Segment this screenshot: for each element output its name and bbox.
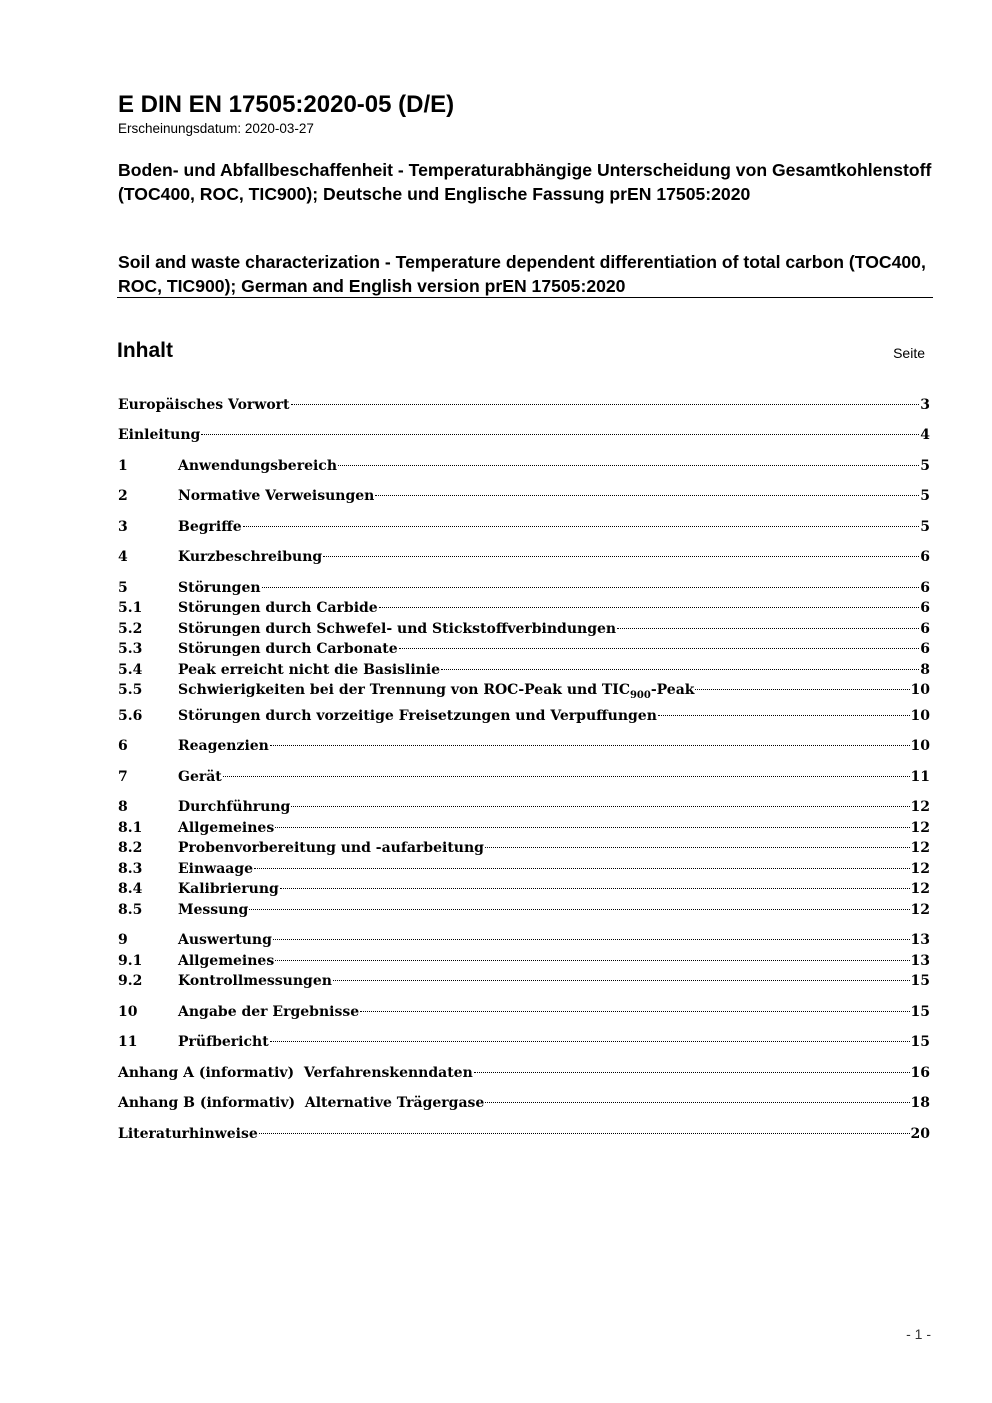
toc-entry-number: 5.4 xyxy=(118,662,143,678)
toc-entry[interactable] xyxy=(118,425,930,445)
toc-entry[interactable] xyxy=(118,930,930,950)
toc-entry-page: 10 xyxy=(910,708,930,724)
toc-dot-leader xyxy=(223,776,910,777)
toc-entry-number: 4 xyxy=(118,549,128,565)
toc-entry-title: Reagenzien xyxy=(178,738,269,754)
toc-entry-page: 16 xyxy=(910,1065,930,1081)
toc-entry-title-subscript: 900 xyxy=(629,689,651,701)
toc-entry-page: 13 xyxy=(910,953,930,969)
toc-entry[interactable] xyxy=(118,395,930,415)
toc-entry-number: 5.5 xyxy=(118,682,143,698)
toc-entry-page: 12 xyxy=(910,861,930,877)
toc-entry[interactable] xyxy=(118,736,930,756)
toc-dot-leader xyxy=(485,847,910,848)
toc-entry-page: 12 xyxy=(910,902,930,918)
toc-dot-leader xyxy=(360,1011,909,1012)
toc-entry-title: Gerät xyxy=(178,769,222,785)
toc-entry-page: 15 xyxy=(910,1034,930,1050)
toc-entry-page: 10 xyxy=(910,682,930,698)
toc-entry-title: Angabe der Ergebnisse xyxy=(178,1004,360,1020)
toc-entry-title: Störungen durch Carbide xyxy=(178,600,378,616)
toc-entry-title: Störungen durch Carbonate xyxy=(178,641,398,657)
toc-entry-number: 9.2 xyxy=(118,973,143,989)
publication-date: Erscheinungsdatum: 2020-03-27 xyxy=(118,121,314,136)
toc-entry[interactable] xyxy=(118,486,930,506)
toc-entry[interactable] xyxy=(118,879,930,899)
toc-entry-title: Einleitung xyxy=(118,427,201,443)
toc-entry[interactable] xyxy=(118,838,930,858)
toc-entry-page: 18 xyxy=(910,1095,930,1111)
toc-entry-number: 8.1 xyxy=(118,820,143,836)
toc-dot-leader xyxy=(275,827,909,828)
toc-entry-title: Anwendungsbereich xyxy=(178,458,337,474)
toc-entry[interactable] xyxy=(118,1032,930,1052)
toc-entry[interactable] xyxy=(118,971,930,991)
toc-entry-page: 3 xyxy=(920,397,930,413)
toc-entry-page: 6 xyxy=(920,600,930,616)
toc-entry-page: 6 xyxy=(920,621,930,637)
toc-entry-page: 11 xyxy=(910,769,930,785)
title-english: Soil and waste characterization - Temperature dependent differentiation of total carbon (TOC400, ROC, TIC900); German and English version prEN 17505:2020 xyxy=(118,252,926,296)
toc-dot-leader xyxy=(254,868,909,869)
document-id: E DIN EN 17505:2020-05 (D/E) xyxy=(118,91,455,118)
toc-dot-leader xyxy=(474,1072,910,1073)
toc-entry[interactable] xyxy=(118,1002,930,1022)
toc-entry-page: 20 xyxy=(910,1126,930,1142)
toc-entry-title: Prüfbericht xyxy=(178,1034,269,1050)
title-german: Boden- und Abfallbeschaffenheit - Temperaturabhängige Unterscheidung von Gesamtkohlenstoff (TOC400, ROC, TIC900); Deutsche und Englische Fassung prEN 17505:2020 xyxy=(118,160,932,204)
page-column-label: Seite xyxy=(893,345,925,361)
toc-dot-leader xyxy=(333,980,910,981)
toc-dot-leader xyxy=(259,1133,910,1134)
toc-dot-leader xyxy=(291,806,909,807)
toc-entry[interactable] xyxy=(118,1093,930,1113)
toc-dot-leader xyxy=(243,526,920,527)
toc-entry-number: 5.1 xyxy=(118,600,143,616)
toc-entry-page: 4 xyxy=(920,427,930,443)
toc-entry-page: 12 xyxy=(910,881,930,897)
toc-entry-title: Allgemeines xyxy=(178,820,275,836)
toc-entry-number: 5.6 xyxy=(118,708,143,724)
toc-entry-title: Probenvorbereitung und -aufarbeitung xyxy=(178,840,484,856)
toc-entry[interactable] xyxy=(118,1124,930,1144)
toc-entry-title: Europäisches Vorwort xyxy=(118,397,290,413)
toc-dot-leader xyxy=(275,960,909,961)
toc-dot-leader xyxy=(273,939,910,940)
toc-entry[interactable] xyxy=(118,456,930,476)
toc-entry-page: 6 xyxy=(920,580,930,596)
toc-entry-number: 5 xyxy=(118,580,128,596)
toc-entry-title: Begriffe xyxy=(178,519,242,535)
page-number: - 1 - xyxy=(906,1326,931,1342)
toc-entry-number: 8.3 xyxy=(118,861,143,877)
toc-dot-leader xyxy=(375,495,919,496)
toc-entry-number: 8.2 xyxy=(118,840,143,856)
toc-dot-leader xyxy=(441,669,919,670)
toc-dot-leader xyxy=(617,628,919,629)
toc-entry-page: 5 xyxy=(920,519,930,535)
toc-entry[interactable] xyxy=(118,680,930,700)
toc-entry-title: Normative Verweisungen xyxy=(178,488,375,504)
toc-entry-number: 7 xyxy=(118,769,128,785)
toc-entry-number: 11 xyxy=(118,1034,138,1050)
toc-entry-page: 12 xyxy=(910,840,930,856)
toc-entry[interactable] xyxy=(118,619,930,639)
toc-entry-page: 12 xyxy=(910,799,930,815)
toc-entry-page: 15 xyxy=(910,1004,930,1020)
toc-entry-title xyxy=(178,680,694,700)
toc-dot-leader xyxy=(485,1102,909,1103)
toc-entry-page: 5 xyxy=(920,488,930,504)
toc-entry-number: 5.3 xyxy=(118,641,143,657)
toc-dot-leader xyxy=(658,715,910,716)
toc-entry[interactable] xyxy=(118,797,930,817)
toc-entry[interactable] xyxy=(118,900,930,920)
toc-entry-page: 5 xyxy=(920,458,930,474)
toc-entry-number: 9 xyxy=(118,932,128,948)
toc-entry[interactable] xyxy=(118,660,930,680)
toc-entry-page: 8 xyxy=(920,662,930,678)
toc-dot-leader xyxy=(291,404,920,405)
toc-entry-number: 9.1 xyxy=(118,953,143,969)
toc-entry-title: Kontrollmessungen xyxy=(178,973,332,989)
toc-entry-title: Anhang A (informativ) Verfahrenskenndaten xyxy=(118,1065,473,1081)
toc-entry-page: 10 xyxy=(910,738,930,754)
toc-dot-leader xyxy=(379,607,920,608)
toc-entry[interactable] xyxy=(118,951,930,971)
toc-entry-page: 6 xyxy=(920,549,930,565)
toc-entry[interactable] xyxy=(118,639,930,659)
toc-entry-title: Einwaage xyxy=(178,861,254,877)
toc-entry-title: Kurzbeschreibung xyxy=(178,549,323,565)
toc-entry-title: Auswertung xyxy=(178,932,272,948)
toc-entry-number: 3 xyxy=(118,519,128,535)
toc-dot-leader xyxy=(270,1041,910,1042)
toc-entry-title: Peak erreicht nicht die Basislinie xyxy=(178,662,441,678)
toc-dot-leader xyxy=(695,689,909,690)
toc-entry[interactable] xyxy=(118,547,930,567)
toc-entry-number: 6 xyxy=(118,738,128,754)
toc-entry[interactable] xyxy=(118,767,930,787)
toc-entry-title-text: Schwierigkeiten bei der Trennung von ROC-Peak und TIC xyxy=(178,682,630,698)
toc-dot-leader xyxy=(323,556,919,557)
title-divider xyxy=(117,297,933,298)
toc-entry-number: 10 xyxy=(118,1004,138,1020)
toc-entry-title: Störungen durch vorzeitige Freisetzungen und Verpuffungen xyxy=(178,708,657,724)
toc-entry[interactable] xyxy=(118,1063,930,1083)
toc-entry-page: 6 xyxy=(920,641,930,657)
toc-entry[interactable] xyxy=(118,706,930,726)
toc-entry-page: 12 xyxy=(910,820,930,836)
toc-entry[interactable] xyxy=(118,818,930,838)
toc-entry-number: 1 xyxy=(118,458,128,474)
toc-entry-number: 8.5 xyxy=(118,902,143,918)
toc-entry[interactable] xyxy=(118,517,930,537)
toc-entry-title: Allgemeines xyxy=(178,953,275,969)
toc-dot-leader xyxy=(262,587,920,588)
toc-entry-number: 8.4 xyxy=(118,881,143,897)
toc-entry[interactable] xyxy=(118,859,930,879)
toc-entry-title: Störungen xyxy=(178,580,261,596)
toc-entry-title-suffix: -Peak xyxy=(650,682,695,698)
toc-entry-title: Kalibrierung xyxy=(178,881,279,897)
toc-entry-title: Störungen durch Schwefel- und Stickstoffverbindungen xyxy=(178,621,617,637)
toc-entry-page: 15 xyxy=(910,973,930,989)
toc-dot-leader xyxy=(338,465,919,466)
toc-entry-number: 2 xyxy=(118,488,128,504)
toc-dot-leader xyxy=(249,909,909,910)
toc-entry-title: Anhang B (informativ) Alternative Trägergase xyxy=(118,1095,485,1111)
toc-entry-title: Literaturhinweise xyxy=(118,1126,258,1142)
toc-entry-title: Durchführung xyxy=(178,799,291,815)
toc-entry-number: 5.2 xyxy=(118,621,143,637)
toc-dot-leader xyxy=(280,888,910,889)
toc-entry-number: 8 xyxy=(118,799,128,815)
toc-entry[interactable] xyxy=(118,578,930,598)
toc-entry-title: Messung xyxy=(178,902,249,918)
toc-dot-leader xyxy=(201,434,919,435)
toc-heading: Inhalt xyxy=(117,339,173,362)
toc-dot-leader xyxy=(399,648,920,649)
toc-dot-leader xyxy=(270,745,910,746)
toc-entry[interactable] xyxy=(118,598,930,618)
toc-entry-page: 13 xyxy=(910,932,930,948)
